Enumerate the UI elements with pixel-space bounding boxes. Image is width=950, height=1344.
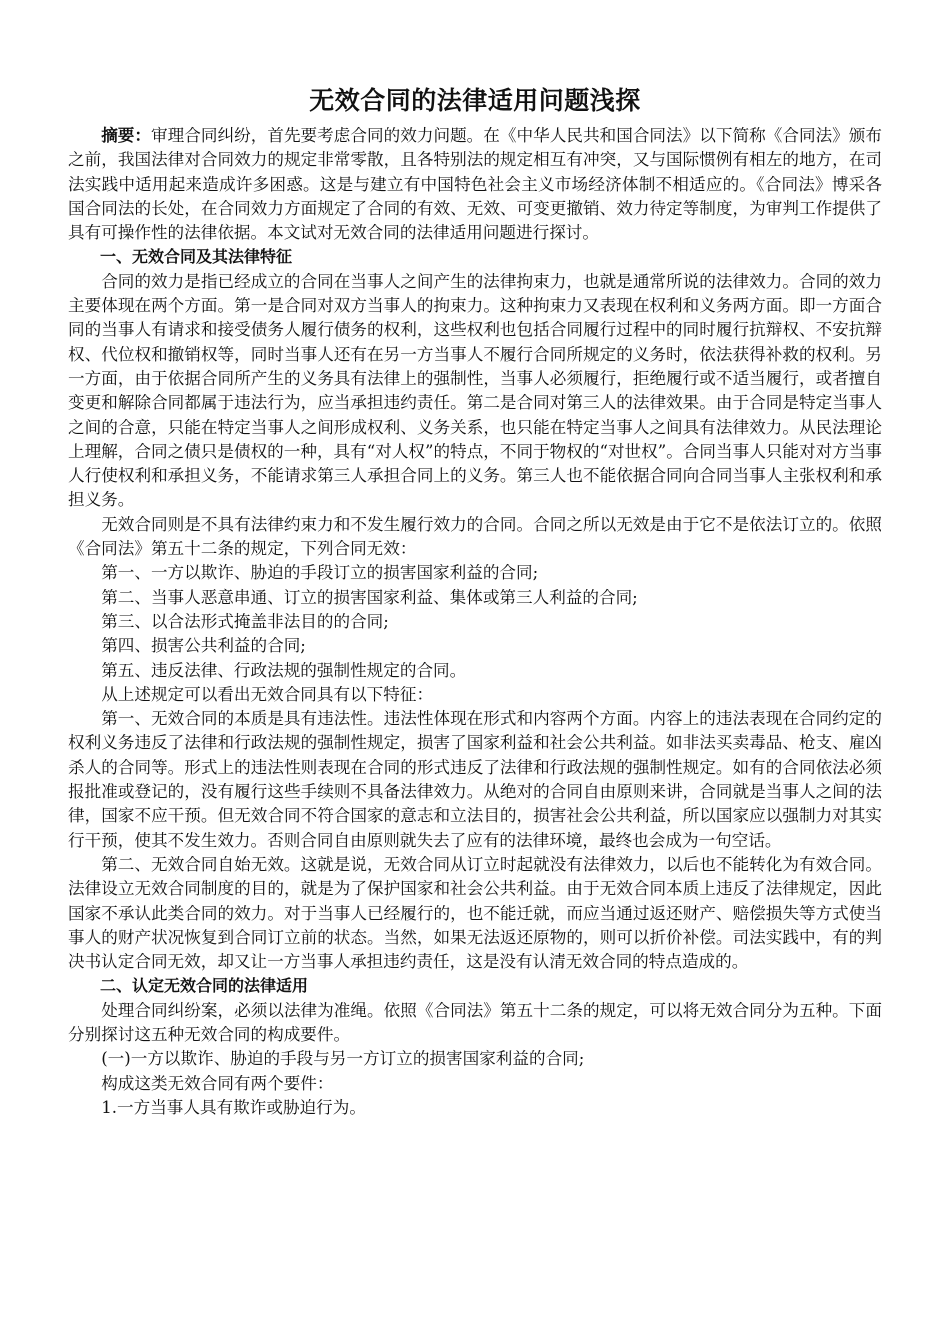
list-item: 第五、违反法律、行政法规的强制性规定的合同。 [101,660,467,680]
paragraph: 处理合同纠纷案，必须以法律为准绳。依照《合同法》第五十二条的规定，可以将无效合同分为五种。下面分别探讨这五种无效合同的构成要件。 [68,1000,882,1044]
paragraph: (一)一方以欺诈、胁迫的手段与另一方订立的损害国家利益的合同; [101,1049,585,1069]
paragraph: 从上述规定可以看出无效合同具有以下特征： [101,684,434,704]
paragraph: 第一、无效合同的本质是具有违法性。违法性体现在形式和内容两个方面。内容上的违法表现在合同约定的权利义务违反了法律和行政法规的强制性规定，损害了国家利益和社会公共利益。如非法买卖毒品、枪支、雇凶杀人的合同等。形式上的违法性则表现在合同的形式违反了法律和行政法规的强制性规定。如有的合同依法必须报批准或登记的，没有履行这些手续则不具备法律效力。从绝对的合同自由原则来讲，合同就是当事人之间的法律，国家不应干预。但无效合同不符合国家的意志和立法目的，损害社会公共利益，所以国家应以强制力对其实行干预，使其不发生效力。否则合同自由原则就失去了应有的法律环境，最终也会成为一句空话。 [68,709,882,850]
list-item: 第四、损害公共利益的合同; [101,636,306,656]
paragraph: 无效合同则是不具有法律约束力和不发生履行效力的合同。合同之所以无效是由于它不是依法订立的。依照《合同法》第五十二条的规定，下列合同无效： [68,514,882,559]
list-item: 第二、当事人恶意串通、订立的损害国家利益、集体或第三人利益的合同; [101,587,638,607]
paragraph: 1.一方当事人具有欺诈或胁迫行为。 [101,1097,366,1117]
document-title: 无效合同的法律适用问题浅探 [309,86,641,115]
paragraph: 构成这类无效合同有两个要件： [101,1073,334,1093]
paragraph: 合同的效力是指已经成立的合同在当事人之间产生的法律拘束力，也就是通常所说的法律效力。合同的效力主要体现在两个方面。第一是合同对双方当事人的拘束力。这种拘束力又表现在权利和义务两方面。即一方面合同的当事人有请求和接受债务人履行债务的权利，这些权利也包括合同履行过程中的同时履行抗辩权、不安抗辩权、代位权和撤销权等，同时当事人还有在另一方当事人不履行合同所规定的义务时，依法获得补救的权利。另一方面，由于依据合同所产生的义务具有法律上的强制性，当事人必须履行，拒绝履行或不适当履行，或者擅自变更和解除合同都属于违法行为，应当承担违约责任。第二是合同对第三人的法律效果。由于合同是特定当事人之间的合意，只能在特定当事人之间形成权利、义务关系，也只能在特定当事人之间具有法律效力。从民法理论上理解，合同之债只是债权的一种，具有“对人权”的特点，不同于物权的“对世权”。合同当事人只能对对方当事人行使权利和承担义务，不能请求第三人承担合同上的义务。第三人也不能依据合同向合同当事人主张权利和承担义务。 [68,271,882,510]
paragraph: 第二、无效合同自始无效。这就是说，无效合同从订立时起就没有法律效力，以后也不能转化为有效合同。法律设立无效合同制度的目的，就是为了保护国家和社会公共利益。由于无效合同本质上违反了法律规定，因此国家不承认此类合同的效力。对于当事人已经履行的，也不能迁就，而应当通过返还财产、赔偿损失等方式使当事人的财产状况恢复到合同订立前的状态。当然，如果无法返还原物的，则可以折价补偿。司法实践中，有的判决书认定合同无效，却又让一方当事人承担违约责任，这是没有认清无效合同的特点造成的。 [68,854,882,972]
abstract-text: 审理合同纠纷，首先要考虑合同的效力问题。在《中华人民共和国合同法》以下简称《合同法》颁布之前，我国法律对合同效力的规定非常零散，且各特别法的规定相互有冲突，又与国际惯例有相左的地方，在司法实践中适用起来造成许多困惑。这是与建立有中国特色社会主义市场经济体制不相适应的。《合同法》博采各国合同法的长处，在合同效力方面规定了合同的有效、无效、可变更撤销、效力待定等制度，为审判工作提供了具有可操作性的法律依据。本文试对无效合同的法律适用问题进行探讨。 [68,126,883,243]
section-heading-1: 一、无效合同及其法律特征 [100,247,293,267]
abstract-paragraph [68,124,882,245]
abstract-label: 摘要： [101,126,152,145]
list-item: 第三、以合法形式掩盖非法目的的合同; [101,611,389,631]
section-heading-2: 二、认定无效合同的法律适用 [100,976,309,996]
document-page [68,84,882,1120]
list-item: 第一、一方以欺诈、胁迫的手段订立的损害国家利益的合同; [101,563,539,583]
